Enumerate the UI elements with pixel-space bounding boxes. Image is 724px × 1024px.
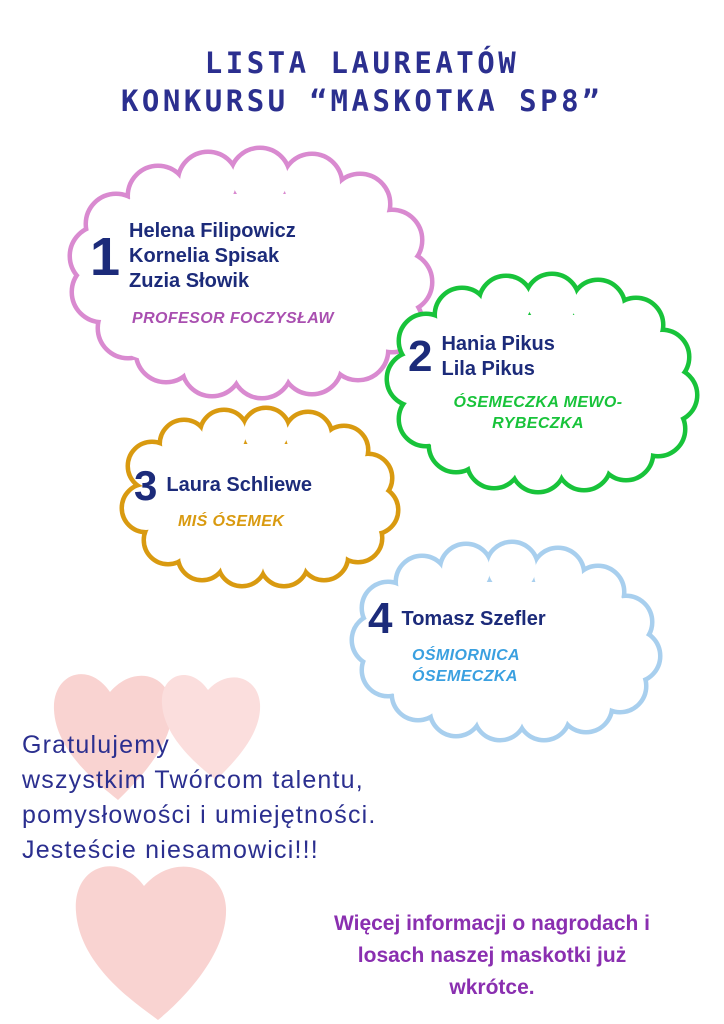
mascot-name-4 xyxy=(412,645,520,687)
winner-names-1 xyxy=(129,219,296,294)
winner-rank-1: 1 xyxy=(90,226,121,287)
winner-names-4 xyxy=(401,607,545,632)
winner-bubble-4 xyxy=(342,548,668,734)
winner-name: Tomasz Szefler xyxy=(401,607,546,630)
mascot-line: ÓSEMECZKA xyxy=(412,668,518,685)
winner-rank-4: 4 xyxy=(368,594,393,643)
winner-bubble-1 xyxy=(62,152,433,396)
congrats-line-2: wszystkim Twórcom talentu, xyxy=(22,766,364,794)
title-line-1: LISTA LAUREATÓW xyxy=(204,46,520,80)
mascot-line: RYBECZKA xyxy=(492,415,584,432)
title-line-2: KONKURSU “MASKOTKA SP8” xyxy=(120,84,604,118)
winner-bubble-2 xyxy=(378,277,694,489)
winner-name: Kornelia Spisak xyxy=(129,245,280,267)
mascot-name-1: PROFESOR FOCZYSŁAW xyxy=(132,310,334,327)
congratulations-text xyxy=(22,728,542,868)
winner-name: Laura Schliewe xyxy=(166,474,312,496)
more-info-line-2: losach naszej maskotki już xyxy=(357,944,627,967)
congrats-line-3: pomysłowości i umiejętności. xyxy=(22,801,377,829)
winner-names-3 xyxy=(166,473,312,498)
winner-rank-2: 2 xyxy=(408,332,433,381)
winner-rank-3: 3 xyxy=(134,461,158,509)
more-info-line-1: Więcej informacji o nagrodach i xyxy=(333,912,651,935)
winner-name: Helena Filipowicz xyxy=(129,220,296,242)
winner-name: Zuzia Słowik xyxy=(129,270,250,292)
congrats-line-1: Gratulujemy xyxy=(22,731,170,759)
winner-names-2 xyxy=(441,332,554,382)
more-info-text xyxy=(290,908,694,1004)
mascot-line: ÓSEMECZKA MEWO- xyxy=(453,394,623,411)
mascot-name-3: MIŚ ÓSEMEK xyxy=(178,512,285,530)
winner-name: Hania Pikus xyxy=(441,333,555,355)
more-info-line-3: wkrótce. xyxy=(449,976,535,999)
page-title xyxy=(0,44,724,120)
winner-name: Lila Pikus xyxy=(441,358,535,380)
congrats-line-4: Jesteście niesamowici!!! xyxy=(22,836,319,864)
mascot-line: OŚMIORNICA xyxy=(412,647,520,664)
mascot-name-2 xyxy=(408,392,668,434)
